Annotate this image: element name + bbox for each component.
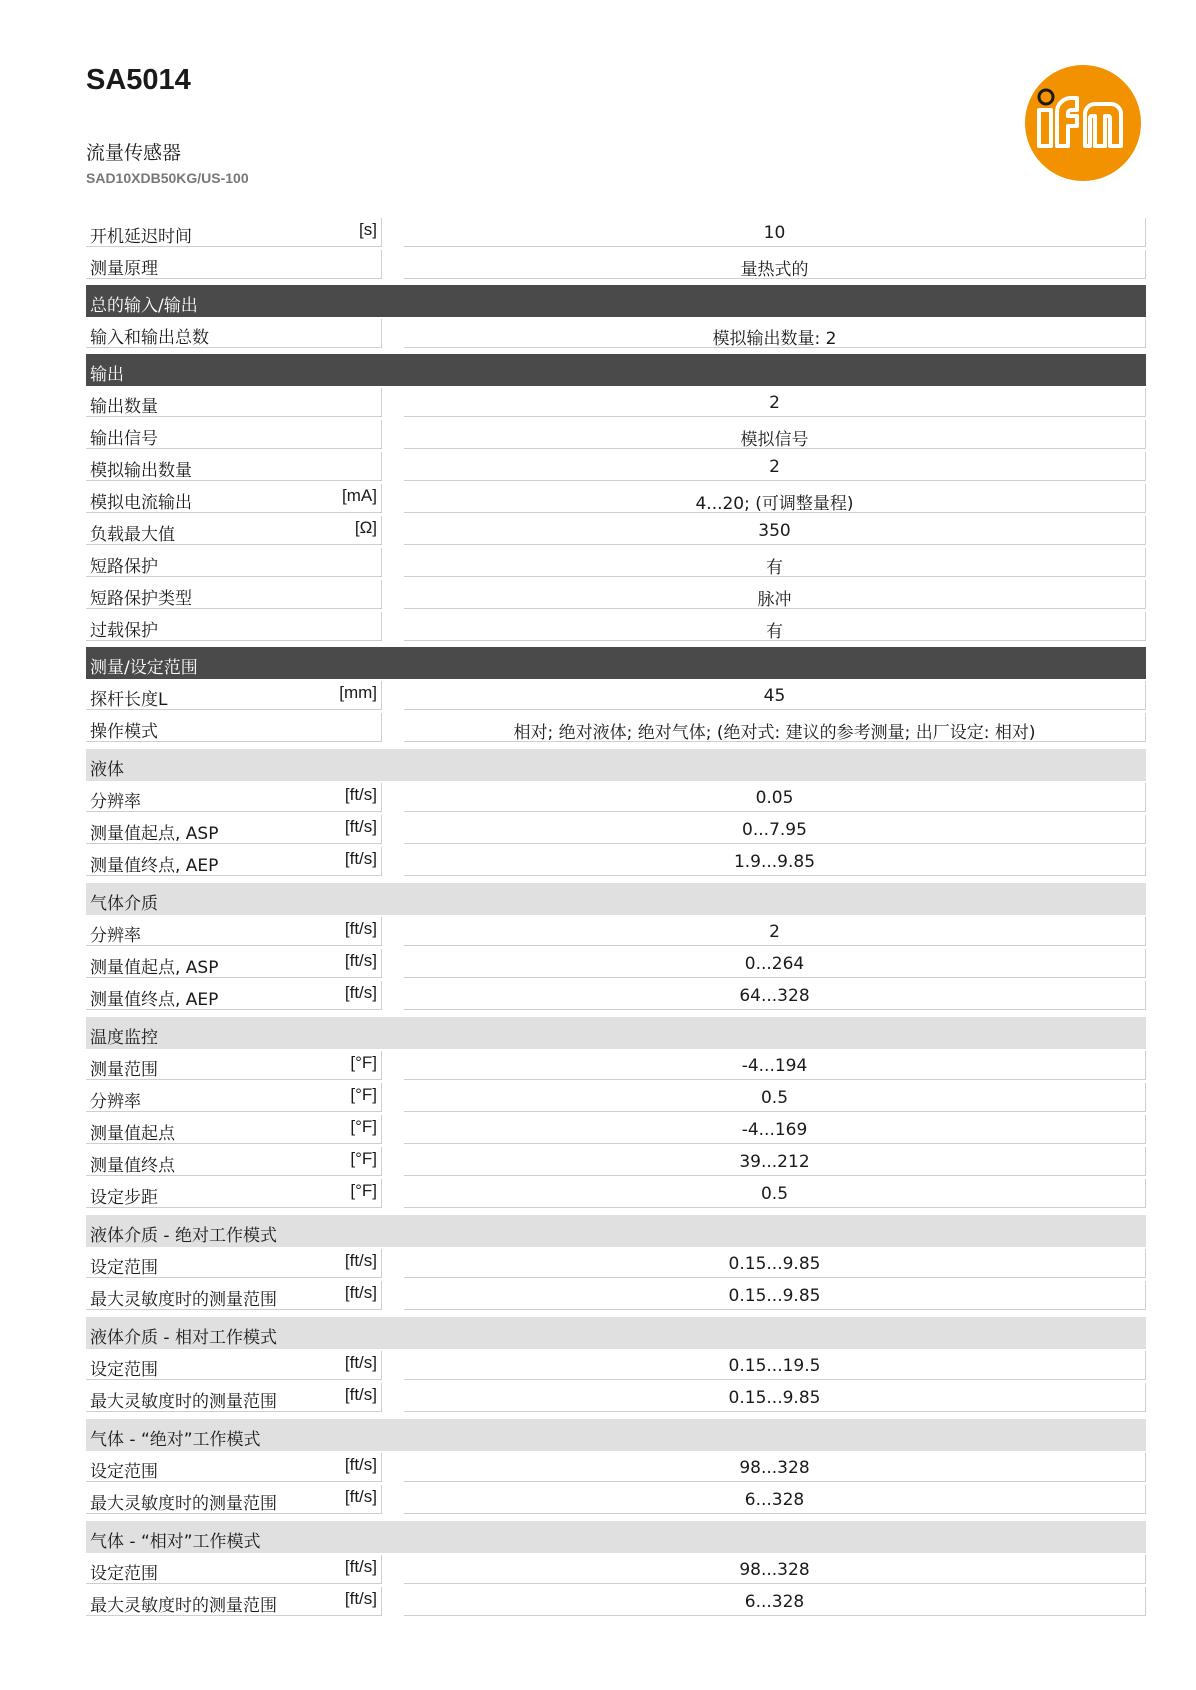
- spec-label-cell: [86, 1555, 382, 1584]
- subsection-header: 液体介质 - 相对工作模式: [86, 1317, 1146, 1349]
- spec-value: 0.15...9.85: [404, 1249, 1146, 1278]
- spec-unit: [ft/s]: [344, 1455, 377, 1474]
- spec-value: 相对; 绝对液体; 绝对气体; (绝对式: 建议的参考测量; 出厂设定: 相对): [404, 713, 1146, 742]
- spec-value: -4...194: [404, 1051, 1146, 1080]
- spec-unit: [ft/s]: [344, 983, 377, 1002]
- spec-label: 测量值起点, ASP: [90, 958, 219, 978]
- spec-label: 设定范围: [90, 1462, 158, 1482]
- spec-label: 分辨率: [90, 1092, 141, 1112]
- spec-value: 0.15...9.85: [404, 1383, 1146, 1412]
- spec-value: 0.15...19.5: [404, 1351, 1146, 1380]
- spec-label-cell: [86, 548, 382, 577]
- spec-label: 设定范围: [90, 1360, 158, 1380]
- spec-value: 0...264: [404, 949, 1146, 978]
- spec-label: 测量范围: [90, 1060, 158, 1080]
- spec-label-cell: [86, 815, 382, 844]
- spec-label: 探杆长度L: [90, 690, 168, 710]
- spec-label: 最大灵敏度时的测量范围: [90, 1494, 277, 1514]
- spec-unit: [ft/s]: [344, 1251, 377, 1270]
- spec-row: [86, 580, 1146, 612]
- spec-unit: [Ω]: [354, 518, 377, 537]
- spec-label: 输出数量: [90, 397, 158, 417]
- spec-row: [86, 516, 1146, 548]
- spec-value: 64...328: [404, 981, 1146, 1010]
- spec-row: [86, 1083, 1146, 1115]
- spec-unit: [ft/s]: [344, 1385, 377, 1404]
- spec-value: 0.5: [404, 1083, 1146, 1112]
- section-header: 输出: [86, 354, 1146, 386]
- spec-row: [86, 319, 1146, 351]
- spec-value: 0.15...9.85: [404, 1281, 1146, 1310]
- spec-unit: [°F]: [350, 1085, 377, 1104]
- spec-unit: [ft/s]: [344, 1283, 377, 1302]
- spec-value: 有: [404, 612, 1146, 641]
- spec-label: 短路保护: [90, 557, 158, 577]
- spec-label-cell: [86, 388, 382, 417]
- spec-row: [86, 1051, 1146, 1083]
- spec-label: 设定范围: [90, 1258, 158, 1278]
- spec-row: [86, 548, 1146, 580]
- spec-label-cell: [86, 1051, 382, 1080]
- spec-label-cell: [86, 612, 382, 641]
- spec-unit: [mm]: [339, 683, 377, 702]
- spec-label: 设定步距: [90, 1188, 158, 1208]
- spec-label: 过载保护: [90, 621, 158, 641]
- spec-label: 模拟电流输出: [90, 493, 192, 513]
- spec-label: 最大灵敏度时的测量范围: [90, 1596, 277, 1616]
- spec-value: 2: [404, 452, 1146, 481]
- section-header: 测量/设定范围: [86, 647, 1146, 679]
- spec-unit: [s]: [359, 220, 377, 239]
- spec-label-cell: [86, 917, 382, 946]
- spec-label-cell: [86, 319, 382, 348]
- spec-value: 0.5: [404, 1179, 1146, 1208]
- spec-label-cell: [86, 1351, 382, 1380]
- spec-value: 模拟输出数量: 2: [404, 319, 1146, 348]
- spec-value: 量热式的: [404, 250, 1146, 279]
- spec-label-cell: [86, 1179, 382, 1208]
- spec-label-cell: [86, 1281, 382, 1310]
- spec-unit: [ft/s]: [344, 785, 377, 804]
- spec-unit: [ft/s]: [344, 1589, 377, 1608]
- spec-label: 模拟输出数量: [90, 461, 192, 481]
- spec-label-cell: [86, 949, 382, 978]
- spec-label: 测量值终点: [90, 1156, 175, 1176]
- spec-unit: [°F]: [350, 1053, 377, 1072]
- spec-value: 2: [404, 917, 1146, 946]
- spec-label-cell: [86, 1453, 382, 1482]
- spec-unit: [ft/s]: [344, 919, 377, 938]
- spec-label: 设定范围: [90, 1564, 158, 1584]
- spec-row: [86, 1281, 1146, 1313]
- subsection-header: 气体 - “相对”工作模式: [86, 1521, 1146, 1553]
- spec-row: [86, 1179, 1146, 1211]
- spec-value: 6...328: [404, 1587, 1146, 1616]
- spec-label-cell: [86, 484, 382, 513]
- spec-value: 2: [404, 388, 1146, 417]
- spec-value: 脉冲: [404, 580, 1146, 609]
- spec-row: [86, 847, 1146, 879]
- spec-label: 分辨率: [90, 926, 141, 946]
- spec-label-cell: [86, 516, 382, 545]
- spec-label-cell: [86, 783, 382, 812]
- spec-row: [86, 917, 1146, 949]
- spec-value: 6...328: [404, 1485, 1146, 1514]
- spec-value: 10: [404, 218, 1146, 247]
- spec-label-cell: [86, 1083, 382, 1112]
- spec-unit: [°F]: [350, 1149, 377, 1168]
- spec-unit: [ft/s]: [344, 849, 377, 868]
- spec-table: [86, 218, 1146, 1619]
- spec-row: [86, 1351, 1146, 1383]
- subsection-header: 温度监控: [86, 1017, 1146, 1049]
- spec-unit: [ft/s]: [344, 951, 377, 970]
- spec-row: [86, 713, 1146, 745]
- spec-value: -4...169: [404, 1115, 1146, 1144]
- spec-label: 测量值起点: [90, 1124, 175, 1144]
- spec-unit: [ft/s]: [344, 1557, 377, 1576]
- spec-unit: [ft/s]: [344, 817, 377, 836]
- subsection-header: 液体介质 - 绝对工作模式: [86, 1215, 1146, 1247]
- spec-label-cell: [86, 452, 382, 481]
- spec-label: 开机延迟时间: [90, 227, 192, 247]
- spec-row: [86, 949, 1146, 981]
- spec-label-cell: [86, 1587, 382, 1616]
- spec-label-cell: [86, 981, 382, 1010]
- spec-row: [86, 218, 1146, 250]
- spec-value: 0.05: [404, 783, 1146, 812]
- spec-unit: [mA]: [342, 486, 377, 505]
- spec-row: [86, 1453, 1146, 1485]
- spec-row: [86, 452, 1146, 484]
- spec-value: 98...328: [404, 1555, 1146, 1584]
- spec-label-cell: [86, 713, 382, 742]
- spec-row: [86, 815, 1146, 847]
- spec-row: [86, 250, 1146, 282]
- spec-row: [86, 484, 1146, 516]
- spec-row: [86, 1147, 1146, 1179]
- spec-label: 测量值终点, AEP: [90, 856, 219, 876]
- spec-label-cell: [86, 420, 382, 449]
- spec-row: [86, 981, 1146, 1013]
- ifm-logo: [1024, 64, 1142, 182]
- spec-label: 最大灵敏度时的测量范围: [90, 1392, 277, 1412]
- subsection-header: 液体: [86, 749, 1146, 781]
- spec-label: 负载最大值: [90, 525, 175, 545]
- product-title: SA5014: [86, 64, 191, 96]
- spec-label-cell: [86, 250, 382, 279]
- spec-label: 操作模式: [90, 722, 158, 742]
- spec-value: 4...20; (可调整量程): [404, 484, 1146, 513]
- spec-label: 输出信号: [90, 429, 158, 449]
- spec-label: 分辨率: [90, 792, 141, 812]
- spec-label: 测量值起点, ASP: [90, 824, 219, 844]
- subsection-header: 气体 - “绝对”工作模式: [86, 1419, 1146, 1451]
- product-model-number: SAD10XDB50KG/US-100: [86, 170, 249, 186]
- spec-label-cell: [86, 1249, 382, 1278]
- spec-value: 模拟信号: [404, 420, 1146, 449]
- spec-row: [86, 1555, 1146, 1587]
- spec-label-cell: [86, 1147, 382, 1176]
- spec-unit: [ft/s]: [344, 1487, 377, 1506]
- spec-label-cell: [86, 1485, 382, 1514]
- spec-row: [86, 612, 1146, 644]
- spec-label-cell: [86, 580, 382, 609]
- spec-label: 短路保护类型: [90, 589, 192, 609]
- spec-label-cell: [86, 1115, 382, 1144]
- spec-label: 最大灵敏度时的测量范围: [90, 1290, 277, 1310]
- spec-value: 1.9...9.85: [404, 847, 1146, 876]
- spec-label: 测量值终点, AEP: [90, 990, 219, 1010]
- spec-row: [86, 388, 1146, 420]
- spec-label-cell: [86, 1383, 382, 1412]
- subsection-header: 气体介质: [86, 883, 1146, 915]
- spec-unit: [ft/s]: [344, 1353, 377, 1372]
- spec-unit: [°F]: [350, 1181, 377, 1200]
- spec-row: [86, 1249, 1146, 1281]
- spec-row: [86, 1115, 1146, 1147]
- spec-value: 45: [404, 681, 1146, 710]
- product-type: 流量传感器: [86, 142, 182, 164]
- spec-value: 39...212: [404, 1147, 1146, 1176]
- spec-value: 有: [404, 548, 1146, 577]
- spec-row: [86, 1383, 1146, 1415]
- spec-label-cell: [86, 681, 382, 710]
- spec-value: 0...7.95: [404, 815, 1146, 844]
- spec-row: [86, 1485, 1146, 1517]
- spec-row: [86, 783, 1146, 815]
- spec-row: [86, 420, 1146, 452]
- spec-label: 测量原理: [90, 259, 158, 279]
- spec-label: 输入和输出总数: [90, 328, 209, 348]
- spec-row: [86, 681, 1146, 713]
- spec-label-cell: [86, 218, 382, 247]
- spec-label-cell: [86, 847, 382, 876]
- spec-row: [86, 1587, 1146, 1619]
- spec-value: 350: [404, 516, 1146, 545]
- section-header: 总的输入/输出: [86, 285, 1146, 317]
- spec-value: 98...328: [404, 1453, 1146, 1482]
- spec-unit: [°F]: [350, 1117, 377, 1136]
